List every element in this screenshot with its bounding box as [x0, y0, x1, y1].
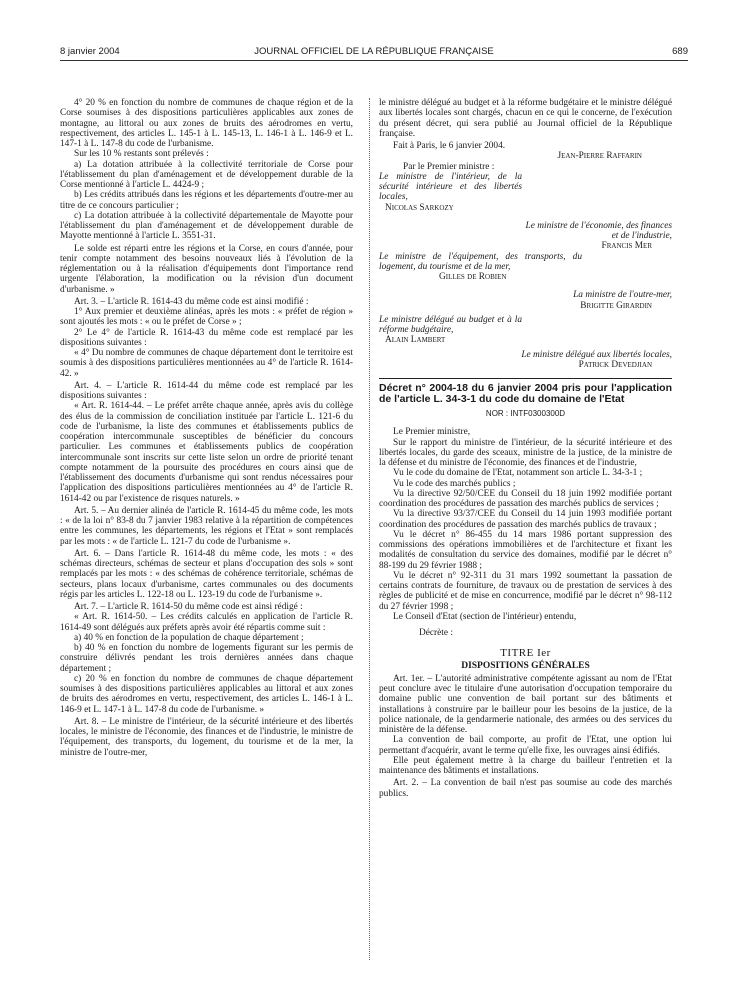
paragraph: Le solde est réparti entre les régions et la Corse, en cours d'année, pour tenir compte notamment des besoins nouveaux liés à l'évolution de la réglementation ou à la réalisation d'équipements dont l'importance rend urgente l'élaboration, la modification ou la révision d'un document d'urbanisme. » [60, 243, 353, 295]
left-column [60, 98, 353, 758]
paragraph: Vu le décret n° 92-311 du 31 mars 1992 soumettant la passation de certains contrats de fourniture, de travaux ou de prestation de services à des règles de publicité et de mise en concurrence, modifié par le décret n° 98-112 du 27 février 1998 ; [379, 570, 672, 612]
paragraph: Le Premier ministre, [393, 427, 471, 438]
par-le-premier-ministre: Par le Premier ministre : [403, 161, 495, 172]
titre-subheading: DISPOSITIONS GÉNÉRALES [461, 660, 590, 671]
signature-name: Gilles de Robien [439, 272, 507, 282]
section-rule [379, 378, 672, 379]
paragraph: Sur les 10 % restants sont prélevés : [74, 149, 209, 160]
paragraph: c) 20 % en fonction du nombre de communes de chaque département soumises à des dispositions particulières applicables au littoral et aux zones de bruits des aérodromes en vertu, respectivement, des articles L. 146-1 à L. 146-9 et L. 147-1 à L. 147-8 du code de l'urbanisme. » [60, 673, 353, 715]
article-3: Art. 3. – L'article R. 1614-43 du même code est ainsi modifié : [74, 296, 309, 307]
signature-name: Nicolas Sarkozy [385, 202, 454, 213]
paragraph: Vu le décret n° 86-455 du 14 mars 1986 portant suppression des commissions des opérations immobilières et de l'architecture et fixant les modalités de consultation du service des domaines, modifié par le décret n° 88-199 du 29 février 1988 ; [379, 529, 672, 571]
paragraph: 2° Le 4° de l'article R. 1614-43 du même code est remplacé par les dispositions suivantes : [60, 327, 353, 348]
paragraph: « Art. R. 1614-44. – Le préfet arrête chaque année, après avis du collège des élus de la commission de conciliation instituée par l'article L. 121-6 du code de l'urbanisme, la liste des communes et établissements publics de coopération intercommunale susceptibles de bénéficier du concours particulier. Les communes et établissements publics de coopération intercommunale sont inscrits sur cette liste selon un ordre de priorité tenant compte notamment de la poursuite des procédures en cours ainsi que de l'établissement des documents d'urbanisme qui sont rendus nécessaires pour l'application des dispositions particulières mentionnées au 4° de l'article R. 1614-42 ou par l'existence de risques naturels. » [60, 401, 353, 504]
signature-name: Alain Lambert [385, 335, 446, 346]
decrete: Décrète : [419, 628, 453, 638]
article-2: Art. 2. – La convention de bail n'est pas soumise au code des marchés publics. [379, 778, 672, 799]
right-column [379, 98, 672, 799]
paragraph: Le Conseil d'Etat (section de l'intérieur) entendu, [393, 611, 577, 622]
column-separator [369, 98, 370, 960]
paragraph: Vu le code du domaine de l'Etat, notamment son article L. 34-3-1 ; [393, 468, 643, 479]
signature-title: Le ministre de l'intérieur, de la sécurité intérieure et des libertés locales, [379, 171, 522, 203]
paragraph: 4° 20 % en fonction du nombre de communes de chaque région et de la Corse soumises à des dispositions particulières applicables aux zones de montagne, au littoral ou aux zones de bruits des aérodromes en vertu, respectivement, des articles L. 145-1 à L. 145-13, L. 146-1 à L. 146-9 et L. 147-1 à L. 147-8 du code de l'urbanisme. [60, 98, 353, 149]
paragraph: Vu la directive 92/50/CEE du Conseil du 18 juin 1992 modifiée portant coordination des procédures de passation des marchés publics de services ; [379, 488, 672, 509]
paragraph: Vu le code des marchés publics ; [393, 478, 516, 489]
paragraph: b) Les crédits attribués dans les régions et les départements d'outre-mer au titre de ce concours particulier ; [60, 190, 353, 211]
paragraph: « Art. R. 1614-50. – Les crédits calculés en application de l'article R. 1614-49 sont délégués aux préfets après avoir été répartis comme suit : [60, 612, 353, 633]
signature-title: Le ministre de l'économie, des finances et de l'industrie, [525, 220, 672, 241]
nor-reference: NOR : INTF0300300D [485, 409, 566, 418]
paragraph: Vu la directive 93/37/CEE du Conseil du 14 juin 1993 modifiée portant coordination des procédures de passation des marchés publics de travaux ; [379, 509, 672, 530]
signature-title: Le ministre délégué aux libertés locales, [521, 349, 672, 360]
paragraph: a) 40 % en fonction de la population de chaque département ; [74, 632, 304, 643]
header-date: 8 janvier 2004 [60, 46, 120, 57]
article-1: Art. 1er. – L'autorité administrative compétente agissant au nom de l'Etat peut conclure avec le titulaire d'une autorisation d'occupation temporaire du domaine public une convention de bail portant sur des bâtiments et installations à construire par le bailleur pour les besoins de la justice, de la police nationale, de la gendarmerie nationale, des armées ou des services du ministère de la défense. [379, 673, 672, 735]
article-4: Art. 4. – L'article R. 1614-44 du même code est remplacé par les dispositions suivantes : [60, 380, 353, 401]
fait-a-paris: Fait à Paris, le 6 janvier 2004. [393, 141, 506, 151]
paragraph: La convention de bail comporte, au profit de l'Etat, une option lui permettant d'acquérir, avant le terme qu'elle fixe, les ouvrages ainsi édifiés. [379, 735, 672, 756]
signature-title: Le ministre de l'équipement, des transports, du logement, du tourisme et de la mer, [379, 251, 582, 272]
signature-name: Jean-Pierre Raffarin [557, 151, 642, 162]
paragraph: c) La dotation attribuée à la collectivité départementale de Mayotte pour l'établissement du plan d'aménagement et de développement durable de Mayotte mentionné à l'article L. 3551-31. [60, 210, 353, 242]
paragraph: « 4° Du nombre de communes de chaque département dont le territoire est soumis à des dispositions particulières mentionnées au 4° de l'article R. 1614-42. » [60, 348, 353, 379]
header-rule [60, 60, 688, 61]
paragraph: le ministre délégué au budget et à la réforme budgétaire et le ministre délégué aux libertés locales sont chargés, chacun en ce qui le concerne, de l'exécution du présent décret, qui sera publié au Journal officiel de la République française. [379, 98, 672, 139]
page-header [60, 46, 688, 60]
paragraph: a) La dotation attribuée à la collectivité territoriale de Corse pour l'établissement du plan d'aménagement et de développement durable de la Corse mentionné à l'article L. 4424-9 ; [60, 159, 353, 190]
article-5: Art. 5. – Au dernier alinéa de l'article R. 1614-45 du même code, les mots : « de la loi n° 83-8 du 7 janvier 1983 relative à la répartition de compétences entre les communes, les départements, les régions et l'Etat » sont remplacés par les mots : « de l'article L. 121-7 du code de l'urbanisme ». [60, 505, 353, 547]
titre-heading: TITRE Ier [500, 647, 551, 660]
paragraph: Elle peut également mettre à la charge du bailleur l'entretien et la maintenance des bâtiments et installations. [379, 755, 672, 776]
paragraph: 1° Aux premier et deuxième alinéas, après les mots : « préfet de région » sont ajoutés les mots : « ou le préfet de Corse » ; [60, 307, 353, 328]
signature-title: Le ministre délégué au budget et à la réforme budgétaire, [379, 314, 522, 335]
paragraph: b) 40 % en fonction du nombre de logements figurant sur les permis de construire délivrés pendant les trois dernières années dans chaque département ; [60, 643, 353, 674]
article-6: Art. 6. – Dans l'article R. 1614-48 du même code, les mots : « des schémas directeurs, schémas de secteur et plans d'occupation des sols » sont remplacés par les mots : « des schémas de cohérence territoriale, schémas de secteurs, plans locaux d'urbanisme, cartes communales ou des documents régis par les articles L. 122-18 ou L. 123-19 du code de l'urbanisme ». [60, 548, 353, 600]
article-8: Art. 8. – Le ministre de l'intérieur, de la sécurité intérieure et des libertés locales, le ministre de l'économie, des finances et de l'industrie, le ministre de l'équipement, des transports, du logement, du tourisme et de la mer, la ministre de l'outre-mer, [60, 716, 353, 758]
signature-name: Francis Mer [601, 241, 652, 252]
decree-title: Décret n° 2004-18 du 6 janvier 2004 pris pour l'application de l'article L. 34-3-1 du code du domaine de l'Etat [379, 382, 672, 405]
header-journal-title: JOURNAL OFFICIEL DE LA RÉPUBLIQUE FRANÇAISE [254, 46, 494, 57]
signature-name: Patrick Devedjian [578, 359, 652, 370]
paragraph: Sur le rapport du ministre de l'intérieur, de la sécurité intérieure et des libertés locales, du garde des sceaux, ministre de la justice, de la ministre de la défense et du ministre de l'économie, des finances et de l'industrie, [379, 437, 672, 468]
header-page-number: 689 [672, 46, 688, 57]
article-7: Art. 7. – L'article R. 1614-50 du même code est ainsi rédigé : [74, 602, 303, 612]
signature-title: La ministre de l'outre-mer, [573, 290, 672, 301]
signature-name: Brigitte Girardin [580, 300, 652, 311]
